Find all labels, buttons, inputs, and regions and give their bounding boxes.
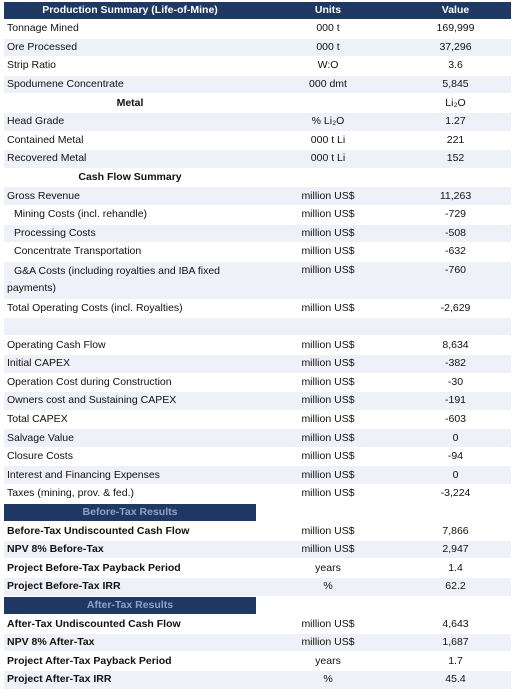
row-label: Contained Metal [4,131,256,150]
row-unit: 000 t Li [256,131,400,150]
row-value: 4,643 [400,615,511,634]
row-value: 3.6 [400,57,511,76]
row-unit: 000 dmt [256,75,400,94]
row-value: 62.2 [400,578,511,597]
table-row [4,410,511,429]
table-row [4,112,511,131]
row-value: -508 [400,224,511,243]
table-row [4,447,511,466]
table-row [4,20,511,39]
row-label: Mining Costs (incl. rehandle) [4,205,256,224]
table-row [4,652,511,671]
section-row-metal [4,94,511,113]
row-value: -191 [400,392,511,411]
row-unit: million US$ [256,540,400,559]
row-unit: million US$ [256,373,400,392]
row-value: 1.4 [400,559,511,578]
row-unit: million US$ [256,485,400,504]
row-label: Interest and Financing Expenses [4,466,256,485]
row-unit: 000 t [256,38,400,57]
row-unit: million US$ [256,187,400,206]
row-label: Operation Cost during Construction [4,373,256,392]
row-unit [256,503,400,522]
row-label: Closure Costs [4,447,256,466]
header-cell-value: Value [400,2,511,20]
row-value: 5,845 [400,75,511,94]
row-label: Tonnage Mined [4,20,256,39]
row-label: Ore Processed [4,38,256,57]
row-value: -382 [400,354,511,373]
row-value [400,503,511,522]
row-label: After-Tax Undiscounted Cash Flow [4,615,256,634]
row-label: Salvage Value [4,429,256,448]
section-row-before-tax [4,503,511,522]
table-row [4,38,511,57]
row-unit: 000 t [256,20,400,39]
row-unit: million US$ [256,354,400,373]
row-label: Gross Revenue [4,187,256,206]
row-label: Processing Costs [4,224,256,243]
row-label: Project After-Tax IRR [4,671,256,690]
row-unit: million US$ [256,615,400,634]
production-summary-sheet [4,2,511,690]
table-row [4,578,511,597]
table-row [4,522,511,541]
table-row [4,671,511,690]
row-label: NPV 8% Before-Tax [4,540,256,559]
table-row [4,540,511,559]
row-value: 0 [400,466,511,485]
row-value: -632 [400,243,511,262]
table-row [4,187,511,206]
table-row [4,615,511,634]
section-row-after-tax [4,596,511,615]
row-unit: million US$ [256,522,400,541]
row-label: Initial CAPEX [4,354,256,373]
row-value: -729 [400,205,511,224]
row-value: 169,999 [400,20,511,39]
row-unit: million US$ [256,410,400,429]
table-row [4,485,511,504]
row-label: NPV 8% After-Tax [4,633,256,652]
row-value: -30 [400,373,511,392]
row-label: Total CAPEX [4,410,256,429]
row-unit: years [256,559,400,578]
row-value: 0 [400,429,511,448]
section-title: Cash Flow Summary [4,168,256,187]
row-unit: % [256,578,400,597]
table-row [4,392,511,411]
row-value: 1.27 [400,112,511,131]
table-row [4,336,511,355]
row-value: 37,296 [400,38,511,57]
table-row [4,466,511,485]
table-row [4,354,511,373]
row-unit: million US$ [256,299,400,318]
table-row [4,150,511,169]
table-row [4,243,511,262]
table-row [4,131,511,150]
row-value [400,318,511,336]
row-unit: million US$ [256,224,400,243]
row-unit: % Li₂O [256,112,400,131]
row-label: Head Grade [4,112,256,131]
row-value: 7,866 [400,522,511,541]
table-row [4,299,511,318]
row-label: Project Before-Tax Payback Period [4,559,256,578]
row-unit: million US$ [256,336,400,355]
table-row [4,429,511,448]
row-label: Recovered Metal [4,150,256,169]
row-value: -2,629 [400,299,511,318]
row-unit: million US$ [256,466,400,485]
header-cell-units: Units [256,2,400,20]
row-unit: % [256,671,400,690]
row-value: 2,947 [400,540,511,559]
table-row [4,373,511,392]
row-label: Project Before-Tax IRR [4,578,256,597]
table-row [4,57,511,76]
row-label: G&A Costs (including royalties and IBA fixed payments) [4,261,256,299]
row-unit: million US$ [256,633,400,652]
table-row [4,75,511,94]
row-value: 1,687 [400,633,511,652]
row-unit: million US$ [256,261,400,299]
table-row [4,633,511,652]
row-label: Strip Ratio [4,57,256,76]
section-title: Before-Tax Results [4,503,256,522]
row-value: 221 [400,131,511,150]
blank-row [4,318,511,336]
table-row [4,559,511,578]
row-unit: million US$ [256,447,400,466]
row-unit: 000 t Li [256,150,400,169]
header-cell-summary: Production Summary (Life-of-Mine) [4,2,256,20]
section-title: Metal [4,94,256,113]
row-value: 8,634 [400,336,511,355]
section-title: After-Tax Results [4,596,256,615]
row-unit [256,318,400,336]
row-label: Taxes (mining, prov. & fed.) [4,485,256,504]
table-row [4,224,511,243]
row-label: Concentrate Transportation [4,243,256,262]
row-unit: million US$ [256,243,400,262]
row-value: -603 [400,410,511,429]
row-unit [256,94,400,113]
row-label [4,318,256,336]
row-unit: million US$ [256,205,400,224]
row-value: 11,263 [400,187,511,206]
row-value: Li₂O [400,94,511,113]
row-label: Spodumene Concentrate [4,75,256,94]
row-unit: years [256,652,400,671]
row-unit [256,596,400,615]
table-row [4,261,511,299]
row-label: Before-Tax Undiscounted Cash Flow [4,522,256,541]
row-value [400,596,511,615]
table-row [4,205,511,224]
row-label: Owners cost and Sustaining CAPEX [4,392,256,411]
row-label: Total Operating Costs (incl. Royalties) [4,299,256,318]
row-value: 1.7 [400,652,511,671]
section-row-cash-flow [4,168,511,187]
row-unit: W:O [256,57,400,76]
row-label: Project After-Tax Payback Period [4,652,256,671]
row-value [400,168,511,187]
row-value: -3,224 [400,485,511,504]
row-value: -760 [400,261,511,299]
row-unit: million US$ [256,429,400,448]
row-value: 45.4 [400,671,511,690]
row-value: 152 [400,150,511,169]
table-header-row [4,2,511,20]
row-unit [256,168,400,187]
production-summary-table [4,2,511,690]
row-label: Operating Cash Flow [4,336,256,355]
row-unit: million US$ [256,392,400,411]
row-value: -94 [400,447,511,466]
